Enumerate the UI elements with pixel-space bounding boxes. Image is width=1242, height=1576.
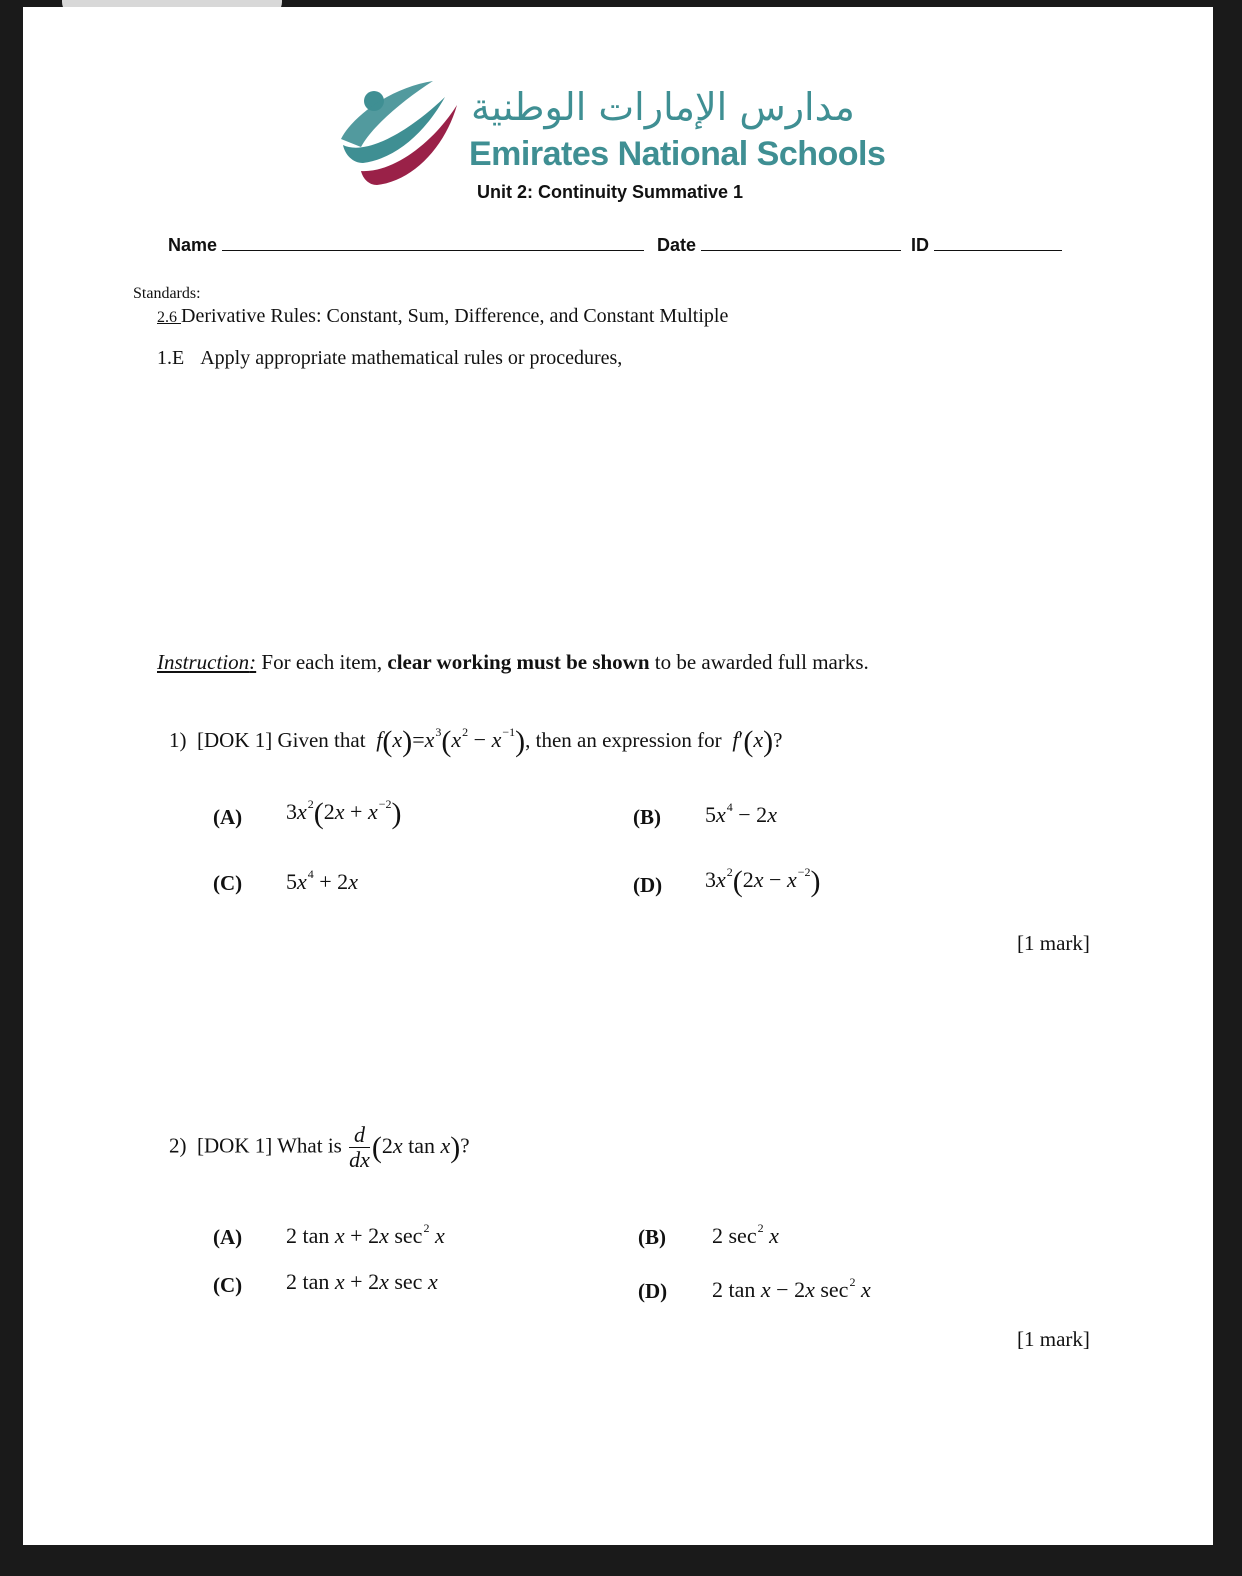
option-b-label[interactable]: (B) [633,805,661,829]
option-a-answer[interactable]: $3x^2(2x + x^{-2})$ [286,797,402,830]
question-1-stem: 1) [DOK 1] Given that $f(x)=x^3(x^2 - x^{-1})$, then an expression for f′(x)? [169,725,783,758]
school-name-english: Emirates National Schools [469,135,886,173]
school-name-arabic: مدارس الإمارات الوطنية [471,85,855,129]
standard-code: 1.E [157,347,185,369]
option-a-label[interactable]: (A) [213,1225,243,1249]
math-expression: $\frac{d}{dx}$ (2x tan x) [349,1122,461,1172]
name-field[interactable] [168,234,644,256]
name-label: Name [168,235,218,255]
option-d-answer[interactable]: $3x^2(2x - x^{-2})$ [705,865,821,898]
standard-text: Apply appropriate mathematical rules or procedures, [200,347,623,369]
option-c-label[interactable]: (C) [213,871,243,895]
instruction: Instruction: For each item, clear working must be shown to be awarded full marks. [157,650,869,674]
question-1-mark: [1 mark] [1017,931,1090,955]
date-field[interactable] [657,234,901,256]
dok-level: [DOK 1] [197,728,273,752]
option-d-label[interactable]: (D) [633,873,663,897]
document-page [23,7,1213,1545]
unit-title: Unit 2: Continuity Summative 1 [477,182,744,202]
question-number: 2) [169,1133,187,1158]
option-c-answer[interactable]: $5x^4 + 2x$ [286,867,358,894]
option-c-label[interactable]: (C) [213,1273,243,1297]
option-d-answer[interactable]: 2 tan x − 2x $\sec^2 x$ [712,1275,871,1302]
standard-item [157,305,728,328]
option-c-answer[interactable]: 2 tan x + 2x sec x [286,1269,438,1294]
option-a-label[interactable]: (A) [213,805,243,829]
id-label: ID [911,235,929,255]
math-expression: f′(x) [732,725,774,758]
math-expression: $f(x)=x^3(x^2 - x^{-1})$ [376,725,526,758]
date-line[interactable] [701,234,901,251]
school-logo-icon [333,77,463,192]
instruction-label: Instruction [157,650,250,674]
standards-heading: Standards: [133,285,201,302]
standard-code: 2.6 [157,309,181,326]
standard-text: Derivative Rules: Constant, Sum, Difference, and Constant Multiple [181,305,729,327]
dok-level: [DOK 1] [197,1133,273,1158]
id-field[interactable] [911,234,1062,256]
name-line[interactable] [222,234,644,251]
option-b-answer[interactable]: 2 $\sec^2 x$ [712,1221,779,1248]
option-b-label[interactable]: (B) [638,1225,666,1249]
instruction-emphasis: clear working must be shown [387,650,650,674]
standard-item [157,347,622,370]
date-label: Date [657,235,697,255]
question-2-mark: [1 mark] [1017,1327,1090,1351]
id-line[interactable] [934,234,1062,251]
question-number: 1) [169,728,187,752]
option-b-answer[interactable]: $5x^4 - 2x$ [705,800,777,827]
option-a-answer[interactable]: 2 tan x + 2x $\sec^2 x$ [286,1221,445,1248]
question-2-stem: 2) [DOK 1] What is $\frac{d}{dx}$ (2x tan x)? [169,1122,470,1172]
option-d-label[interactable]: (D) [638,1279,668,1303]
